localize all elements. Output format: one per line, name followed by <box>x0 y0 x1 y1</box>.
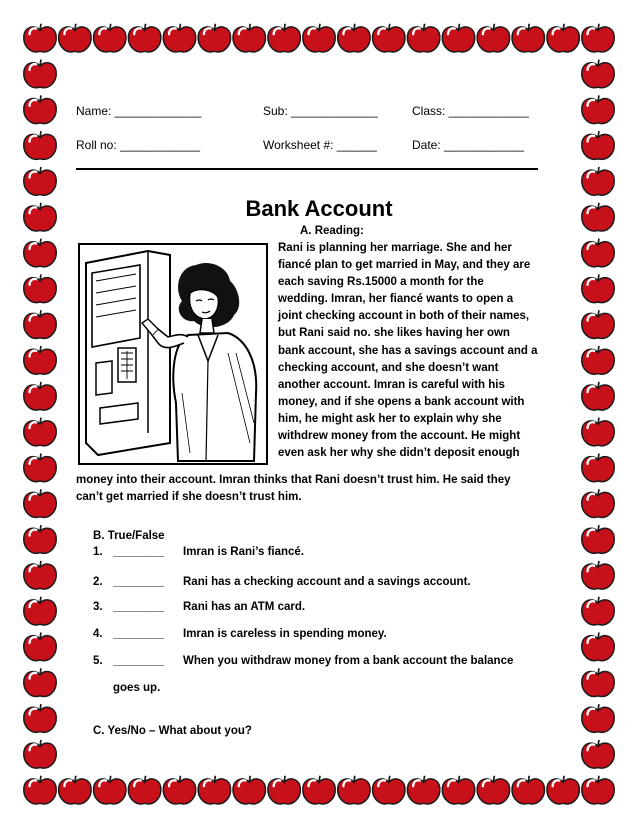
apple-icon <box>24 453 56 481</box>
apple-icon <box>268 776 300 804</box>
apple-icon <box>24 633 56 661</box>
apple-icon <box>582 525 614 553</box>
apple-icon <box>477 24 509 52</box>
passage-line: another account. Imran is careful with his <box>278 378 505 391</box>
apple-icon <box>59 24 91 52</box>
apple-icon <box>24 776 56 804</box>
question-text: Rani has a checking account and a savings account. <box>183 576 471 588</box>
page-title: Bank Account <box>245 196 393 221</box>
apple-icon <box>24 24 56 52</box>
question-number: 4. <box>93 628 103 640</box>
apple-icon <box>24 131 56 159</box>
true-false-question <box>93 576 471 588</box>
question-number: 5. <box>93 655 103 667</box>
true-false-question <box>93 655 513 667</box>
answer-blank[interactable]: ________ <box>113 655 165 667</box>
apple-icon <box>582 418 614 446</box>
passage-line: bank account, she has a savings account and a <box>278 344 538 357</box>
apple-icon <box>582 167 614 195</box>
date-field: Date: ____________ <box>412 138 525 152</box>
apple-icon <box>582 776 614 804</box>
section-a-label: A. Reading: <box>300 225 364 237</box>
subject-field: Sub: _____________ <box>263 104 378 118</box>
apple-icon <box>24 418 56 446</box>
apple-icon <box>582 597 614 625</box>
answer-blank[interactable]: ________ <box>113 601 165 613</box>
apple-icon <box>94 24 126 52</box>
apple-icon <box>547 776 579 804</box>
apple-icon <box>24 167 56 195</box>
apple-icon <box>24 310 56 338</box>
apple-icon <box>233 24 265 52</box>
passage-line: fiancé plan to get married in May, and they are <box>278 259 531 272</box>
apple-icon <box>582 382 614 410</box>
apple-icon <box>582 346 614 374</box>
apple-icon <box>24 561 56 589</box>
passage-line: money into their account. Imran thinks that Rani doesn’t trust him. He said they <box>76 474 511 486</box>
question-number: 3. <box>93 601 103 613</box>
true-false-question <box>93 601 305 613</box>
apple-icon <box>24 346 56 374</box>
class-field: Class: ____________ <box>412 104 529 118</box>
apple-icon <box>582 95 614 123</box>
apple-icon <box>94 776 126 804</box>
apple-icon <box>24 95 56 123</box>
apple-icon <box>582 131 614 159</box>
passage-line: but Rani said no. she likes having her own <box>278 327 510 340</box>
apple-icon <box>582 60 614 88</box>
question-5-continuation: goes up. <box>113 682 161 694</box>
apple-icon <box>24 274 56 302</box>
name-field: Name: _____________ <box>76 104 202 118</box>
apple-icon <box>24 668 56 696</box>
apple-icon <box>582 24 614 52</box>
apple-icon <box>582 453 614 481</box>
apple-icon <box>24 525 56 553</box>
reading-passage-lower <box>76 472 511 506</box>
question-text: Rani has an ATM card. <box>183 601 306 613</box>
apple-icon <box>442 24 474 52</box>
apple-icon <box>128 776 160 804</box>
apple-icon <box>373 24 405 52</box>
passage-line: withdrew money from the account. He might <box>278 430 521 443</box>
apple-icon <box>582 633 614 661</box>
passage-line: can’t get married if she doesn’t trust him. <box>76 491 302 504</box>
apple-icon <box>59 776 91 804</box>
question-number: 2. <box>93 576 103 588</box>
apple-icon <box>198 776 230 804</box>
apple-icon <box>407 776 439 804</box>
apple-icon <box>582 310 614 338</box>
answer-blank[interactable]: ________ <box>113 546 165 558</box>
answer-blank[interactable]: ________ <box>113 576 165 588</box>
apple-icon <box>512 24 544 52</box>
true-false-question <box>93 628 387 640</box>
answer-blank[interactable]: ________ <box>113 628 165 640</box>
apple-icon <box>24 597 56 625</box>
apple-icon <box>303 776 335 804</box>
worksheet-number-field: Worksheet #: ______ <box>263 138 377 152</box>
true-false-question <box>93 546 304 558</box>
section-c-label: C. Yes/No – What about you? <box>93 725 252 737</box>
apple-icon <box>338 24 370 52</box>
apple-icon <box>128 24 160 52</box>
apple-icon <box>163 24 195 52</box>
passage-line: wedding. Imran, her fiancé wants to open a <box>278 293 514 306</box>
apple-icon <box>477 776 509 804</box>
apple-icon <box>547 24 579 52</box>
woman-at-atm-icon <box>78 243 268 465</box>
question-text: When you withdraw money from a bank account the balance <box>183 655 514 667</box>
question-text: Imran is Rani’s fiancé. <box>183 546 305 558</box>
apple-icon <box>24 382 56 410</box>
passage-line: Rani is planning her marriage. She and her <box>278 242 512 254</box>
apple-icon <box>582 274 614 302</box>
apple-icon <box>338 776 370 804</box>
apple-icon <box>582 740 614 768</box>
apple-icon <box>582 239 614 267</box>
reading-passage-upper <box>278 240 537 462</box>
apple-icon <box>582 668 614 696</box>
apple-icon <box>233 776 265 804</box>
passage-line: joint checking account in both of their names, <box>278 310 530 323</box>
apple-icon <box>24 239 56 267</box>
apple-icon <box>373 776 405 804</box>
apple-icon <box>24 489 56 517</box>
apple-icon <box>442 776 474 804</box>
question-number: 1. <box>93 546 103 558</box>
apple-icon <box>268 24 300 52</box>
apple-icon <box>198 24 230 52</box>
header-divider <box>76 168 538 170</box>
apple-icon <box>24 60 56 88</box>
apple-icon <box>163 776 195 804</box>
roll-no-field: Roll no: ____________ <box>76 138 201 152</box>
apple-icon <box>582 489 614 517</box>
passage-line: each saving Rs.15000 a month for the <box>278 276 484 289</box>
apple-icon <box>582 704 614 732</box>
passage-line: money, and if she opens a bank account with <box>278 395 525 408</box>
apple-icon <box>512 776 544 804</box>
apple-icon <box>24 704 56 732</box>
section-b-label: B. True/False <box>93 530 165 542</box>
apple-icon <box>303 24 335 52</box>
passage-line: checking account, and she doesn’t want <box>278 361 499 374</box>
passage-line: him, he might ask her to explain why she <box>278 412 502 425</box>
apple-icon <box>407 24 439 52</box>
passage-line: even ask her why she didn’t deposit enough <box>278 447 520 460</box>
question-text: Imran is careless in spending money. <box>183 628 387 640</box>
apple-icon <box>582 561 614 589</box>
apple-icon <box>24 740 56 768</box>
